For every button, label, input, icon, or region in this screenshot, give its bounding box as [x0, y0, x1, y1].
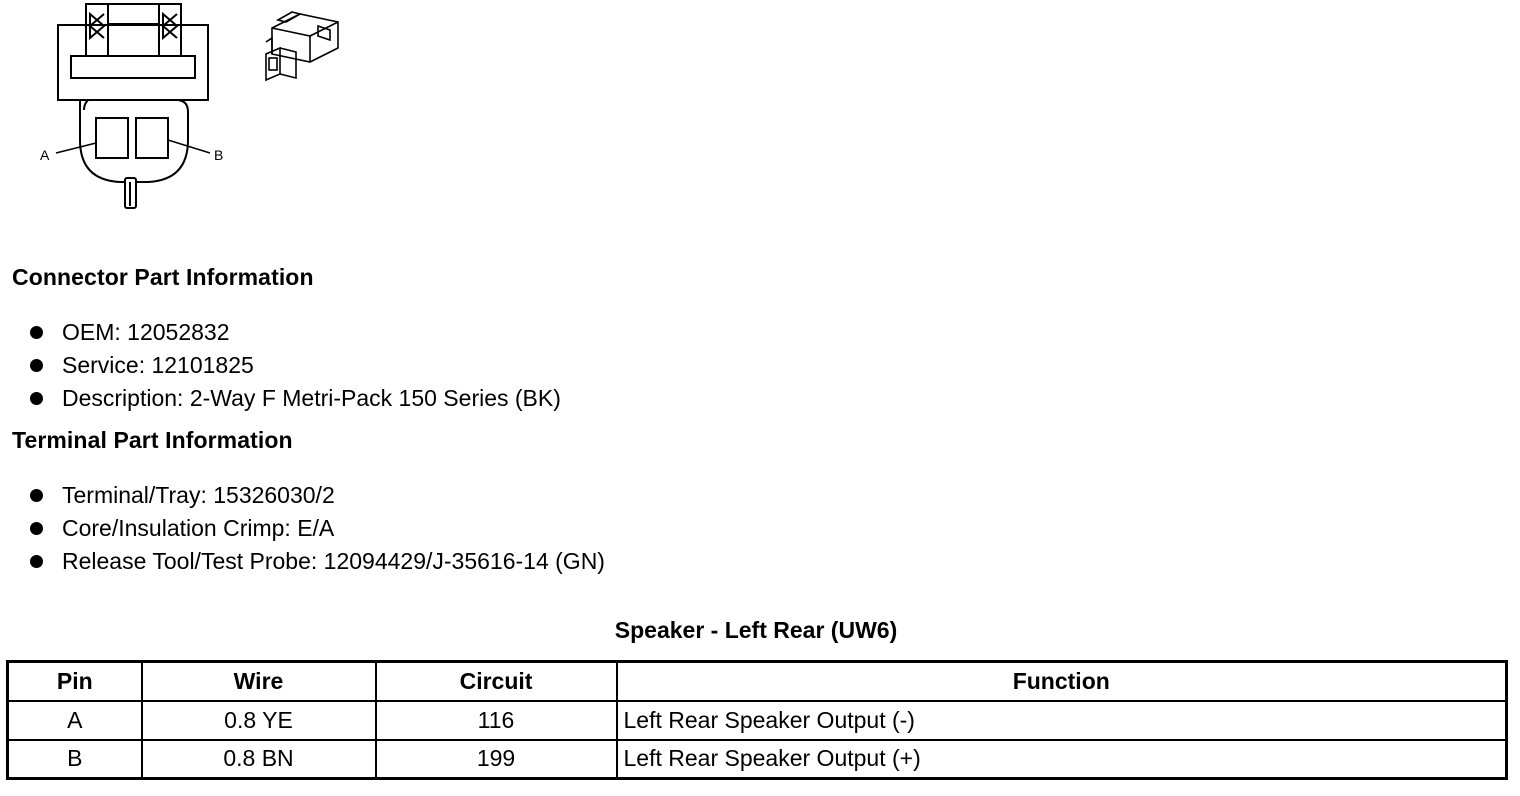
bullet-icon	[30, 555, 43, 568]
connector-face-diagram	[0, 0, 360, 220]
terminal-part-info-list	[30, 481, 605, 580]
circuit-cell: 199	[376, 740, 617, 779]
table-header-row	[8, 662, 1507, 701]
pin-b-label: B	[214, 147, 224, 163]
list-item: Core/Insulation Crimp: E/A	[30, 514, 605, 547]
bullet-icon	[30, 522, 43, 535]
list-item: Terminal/Tray: 15326030/2	[30, 481, 605, 514]
bullet-icon	[30, 392, 43, 405]
cavity-a	[96, 118, 128, 158]
list-item: Release Tool/Test Probe: 12094429/J-35616-14 (GN)	[30, 547, 605, 580]
column-header-pin: Pin	[8, 662, 142, 701]
bullet-icon	[30, 489, 43, 502]
list-item: Service: 12101825	[30, 351, 561, 384]
bullet-icon	[30, 359, 43, 372]
column-header-circuit: Circuit	[376, 662, 617, 701]
table-row	[8, 701, 1507, 740]
function-cell: Left Rear Speaker Output (+)	[617, 740, 1507, 779]
list-item: OEM: 12052832	[30, 318, 561, 351]
circuit-cell: 116	[376, 701, 617, 740]
cavity-b	[136, 118, 168, 158]
function-cell: Left Rear Speaker Output (-)	[617, 701, 1507, 740]
wire-cell: 0.8 YE	[142, 701, 376, 740]
pinout-table-title: Speaker - Left Rear (UW6)	[614, 617, 898, 643]
pin-a-label: A	[40, 147, 50, 163]
pin-cell: A	[8, 701, 142, 740]
column-header-function: Function	[617, 662, 1507, 701]
connector-part-info-heading: Connector Part Information	[12, 264, 314, 290]
column-header-wire: Wire	[142, 662, 376, 701]
terminal-part-info-heading: Terminal Part Information	[12, 427, 293, 453]
connector-isometric-icon	[266, 12, 338, 80]
wire-cell: 0.8 BN	[142, 740, 376, 779]
list-item: Description: 2-Way F Metri-Pack 150 Series (BK)	[30, 384, 561, 417]
connector-part-info-list	[30, 318, 561, 417]
bullet-icon	[30, 326, 43, 339]
pin-cell: B	[8, 740, 142, 779]
table-row	[8, 740, 1507, 779]
pinout-table	[6, 660, 1508, 780]
connector-upper-housing	[58, 25, 208, 100]
